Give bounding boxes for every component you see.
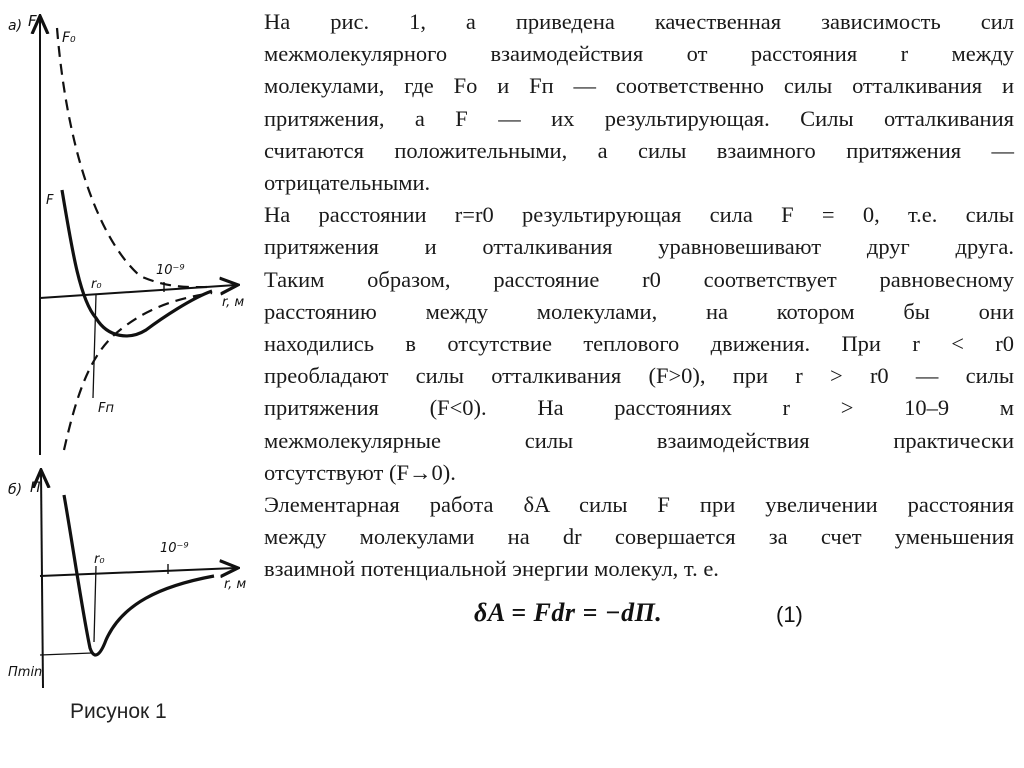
curve-F-label: F [46,193,54,208]
text-line: преобладают силы отталкивания (F>0), при r > r0 — силы [264,363,1014,389]
panel-b-min-line [40,653,92,655]
figure-caption: Рисунок 1 [70,700,167,723]
panel-b-x-axis [40,568,236,576]
panel-a-r0-line [93,295,96,398]
text-line: расстоянию между молекулами, на котором бы они [264,298,1014,324]
text-line: межмолекулярного взаимодействия от расстояния r между [264,41,1014,67]
text-line: находились в отсутствие теплового движения. При r < r0 [264,331,1014,357]
text-line: Таким образом, расстояние r0 соответствует равновесному [264,266,1014,292]
panel-b-tick-label: 10⁻⁹ [160,541,189,556]
panel-a-label: а) [8,18,23,34]
text-line: притяжения и отталкивания уравновешивают друг друга. [264,234,1014,260]
panel-a-tick-label: 10⁻⁹ [156,263,185,278]
paragraph-3 [264,489,1014,586]
panel-b-y-label: П [30,480,41,496]
text-line: взаимной потенциальной энергии молекул, т. е. [264,556,719,582]
text-line: На рис. 1, а приведена качественная зависимость сил [264,9,1014,34]
text-line: отсутствуют (F→0). [264,459,456,485]
text-line: На расстоянии r=r0 результирующая сила F = 0, т.е. силы [264,202,1014,228]
panel-b-min-label: Пmin [8,665,43,680]
paragraph-1 [264,6,1014,199]
text-line: притяжения (F<0). На расстояниях r > 10–9 м [264,395,1014,421]
formula: δA = Fdr = −dП. [474,598,663,627]
panel-a-r0-label: r₀ [91,277,102,292]
text-line: притяжения, а F — их результирующая. Силы отталкивания [264,105,1014,131]
panel-a-y-label: F [28,12,37,30]
curve-F0 [57,28,212,287]
curve-Fn-label: Fп [98,401,114,416]
text-line: между молекулами на dr совершается за счет уменьшения [264,524,1014,550]
panel-b-r0-line [94,566,96,642]
curve-F [62,190,212,336]
text-line: Элементарная работа δA силы F при увеличении расстояния [264,492,1014,518]
panel-b-r0-label: r₀ [94,552,105,567]
panel-a-x-label: r, м [222,295,245,310]
text-line: молекулами, где Fо и Fп — соответственно силы отталкивания и [264,73,1014,99]
panel-a [8,12,244,455]
paragraph-2 [264,199,1014,489]
curve-Fn [64,293,212,450]
text-line: межмолекулярные силы взаимодействия практически [264,427,1014,453]
text-line: отрицательными. [264,170,431,196]
curve-F0-label: F₀ [62,30,76,46]
equation-number: (1) [776,602,803,627]
panel-b [8,472,246,688]
panel-b-label: б) [8,482,23,498]
body-text [264,6,1014,586]
text-line: считаются положительными, а силы взаимного притяжения — [264,137,1014,163]
panel-b-x-label: r, м [224,577,247,592]
figure-1 [0,0,262,700]
